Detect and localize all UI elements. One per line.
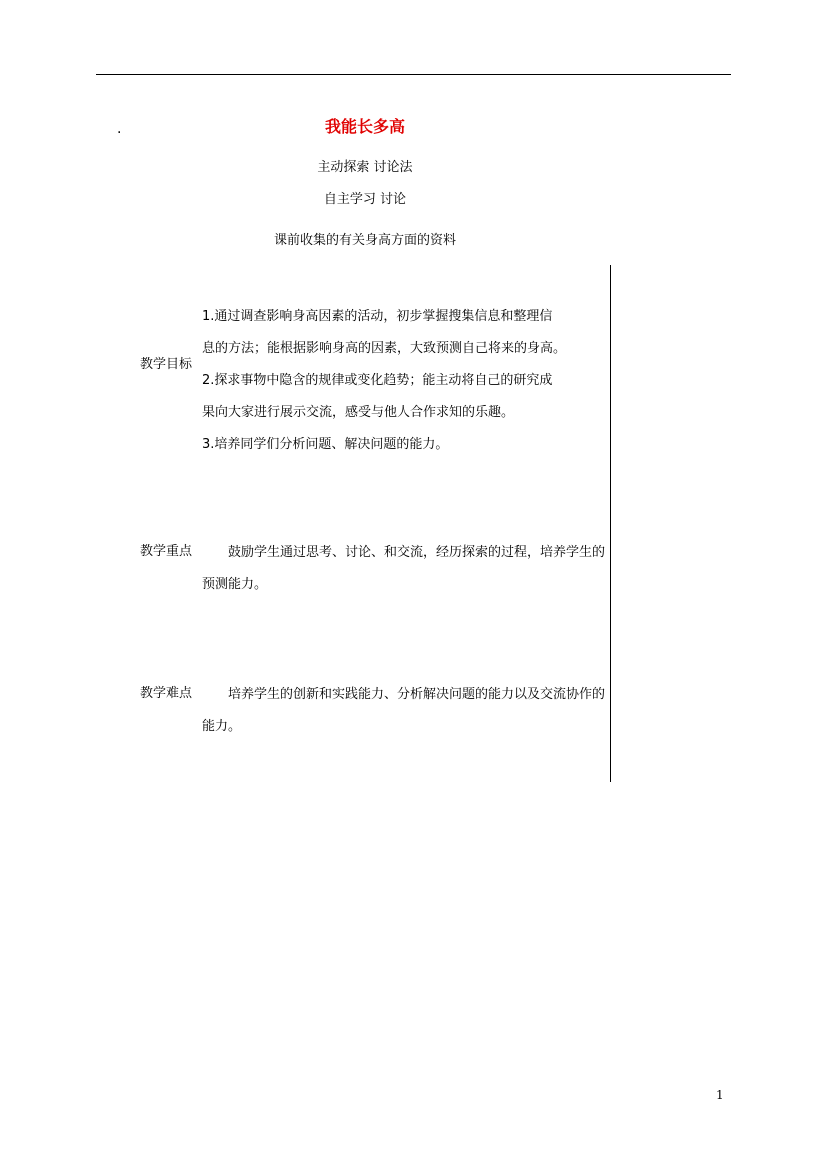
learning-method: 自主学习 讨论 — [323, 192, 407, 207]
header-bullet: . — [117, 121, 122, 137]
objective-line: 2.探求事物中隐含的规律或变化趋势；能主动将自己的研究成 — [202, 373, 553, 388]
objective-line: 果向大家进行展示交流，感受与他人合作求知的乐趣。 — [202, 405, 515, 420]
preparation-text: 课前收集的有关身高方面的资料 — [273, 233, 456, 248]
objective-line: 3.培养同学们分析问题、解决问题的能力。 — [202, 437, 449, 452]
key-points-label: 教学重点 — [139, 544, 192, 559]
objectives-label: 教学目标 — [139, 357, 192, 372]
key-points-text: 鼓励学生通过思考、讨论、和交流，经历探索的过程，培养学生的预测能力。 — [202, 545, 606, 592]
difficulties-text: 培养学生的创新和实践能力、分析解决问题的能力以及交流协作的能力。 — [202, 687, 606, 734]
objectives-body — [202, 301, 606, 461]
header-rule — [96, 74, 731, 75]
objective-line: 息的方法；能根据影响身高的因素，大致预测自己将来的身高。 — [202, 341, 567, 356]
page-number: 1 — [716, 1088, 724, 1102]
difficulties-label: 教学难点 — [139, 686, 192, 701]
objective-line: 1.通过调查影响身高因素的活动，初步掌握搜集信息和整理信 — [202, 309, 553, 324]
document-title: 我能长多高 — [324, 117, 405, 136]
teaching-method: 主动探索 讨论法 — [317, 160, 413, 175]
difficulties-body — [202, 679, 606, 743]
key-points-body — [202, 537, 606, 601]
table-right-border — [610, 265, 611, 782]
